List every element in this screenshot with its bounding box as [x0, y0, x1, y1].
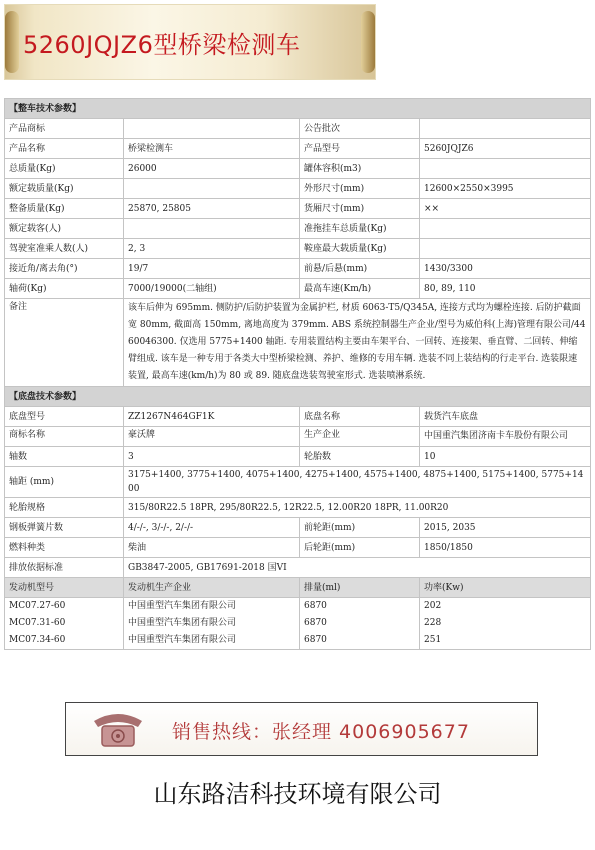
- section-title-vehicle: 【整车技术参数】: [5, 99, 591, 119]
- table-row: 轴数 3 轮胎数 10: [5, 447, 591, 467]
- table-row: 总质量(Kg) 26000 罐体容积(m3): [5, 159, 591, 179]
- tire-values: 315/80R22.5 18PR, 295/80R22.5, 12R22.5, 12.00R20 18PR, 11.00R20: [124, 498, 591, 518]
- wheelbase-values: 3175+1400, 3775+1400, 4075+1400, 4275+1400, 4575+1400, 4875+1400, 5175+1400, 5775+1400: [124, 467, 591, 498]
- table-row: 燃料种类 柴油 后轮距(mm) 1850/1850: [5, 538, 591, 558]
- table-row: 产品名称 桥梁检测车 产品型号 5260JQJZ6: [5, 139, 591, 159]
- engine-row: MC07.34-60 中国重型汽车集团有限公司 6870 251: [5, 632, 591, 650]
- table-row: 轴荷(Kg) 7000/19000(二轴组) 最高车速(Km/h) 80, 89, 110: [5, 279, 591, 299]
- table-row: 钢板弹簧片数 4/-/-, 3/-/-, 2/-/- 前轮距(mm) 2015, 2035: [5, 518, 591, 538]
- spec-table: [4, 98, 591, 650]
- table-row: 轮胎规格 315/80R22.5 18PR, 295/80R22.5, 12R22.5, 12.00R20 18PR, 11.00R20: [5, 498, 591, 518]
- title-banner: [4, 4, 376, 80]
- notes-text: 该车后伸为 695mm. 侧防护/后防护装置为金属护栏, 材质 6063-T5/Q345A, 连接方式均为螺栓连接. 后防护截面宽 80mm, 截面高 150mm, 离地高度为 379mm. ABS 系统控制器生产企业/型号为威伯科(上海)管理有限公司/4460046300. 仅选用 5775+1400 轴距. 专用装置结构主要由车架平台、一回转、连接架、垂直臂、二回转、伸缩臂组成. 该车是一种专用于各类大中型桥梁检测、养护、维修的专用车辆. 选装不同上装结构的行走平台. 选装限速装置, 最高车速(km/h)为 80 或 89. 随底盘选装驾驶室形式. 选装喷淋系统.: [124, 299, 591, 387]
- engine-row: MC07.31-60 中国重型汽车集团有限公司 6870 228: [5, 615, 591, 632]
- company-name: 山东路洁科技环境有限公司: [153, 780, 442, 808]
- emission-values: GB3847-2005, GB17691-2018 国VI: [124, 558, 591, 578]
- notes-row: [5, 299, 591, 387]
- table-row: 商标名称 豪沃牌 生产企业 中国重汽集团济南卡车股份有限公司: [5, 427, 591, 447]
- table-row: 排放依据标准 GB3847-2005, GB17691-2018 国VI: [5, 558, 591, 578]
- table-row: 额定载质量(Kg) 外形尺寸(mm) 12600×2550×3995: [5, 179, 591, 199]
- page-title: 5260JQJZ6型桥梁检测车: [23, 31, 301, 59]
- section-title-chassis: 【底盘技术参数】: [5, 387, 591, 407]
- table-row: 额定载客(人) 准拖挂车总质量(Kg): [5, 219, 591, 239]
- scroll-right-roll: [361, 11, 375, 73]
- scroll-left-roll: [5, 11, 19, 73]
- table-row: 轴距 (mm) 3175+1400, 3775+1400, 4075+1400, 4275+1400, 4575+1400, 4875+1400, 5175+1400, 5775+1400: [5, 467, 591, 498]
- sales-hotline-box: [65, 702, 538, 756]
- table-row: 产品商标 公告批次: [5, 119, 591, 139]
- table-row: 驾驶室准乘人数(人) 2, 3 鞍座最大载质量(Kg): [5, 239, 591, 259]
- table-row: 接近角/离去角(°) 19/7 前悬/后悬(mm) 1430/3300: [5, 259, 591, 279]
- table-row: 整备质量(Kg) 25870, 25805 货厢尺寸(mm) ××: [5, 199, 591, 219]
- engine-row: MC07.27-60 中国重型汽车集团有限公司 6870 202: [5, 598, 591, 616]
- engine-header-row: 发动机型号 发动机生产企业 排量(ml) 功率(Kw): [5, 578, 591, 598]
- table-row: 底盘型号 ZZ1267N464GF1K 底盘名称 载货汽车底盘: [5, 407, 591, 427]
- hotline-text: 销售热线：张经理 4006905677: [172, 721, 470, 743]
- telephone-icon: [88, 709, 148, 749]
- notes-label: 备注: [5, 299, 124, 387]
